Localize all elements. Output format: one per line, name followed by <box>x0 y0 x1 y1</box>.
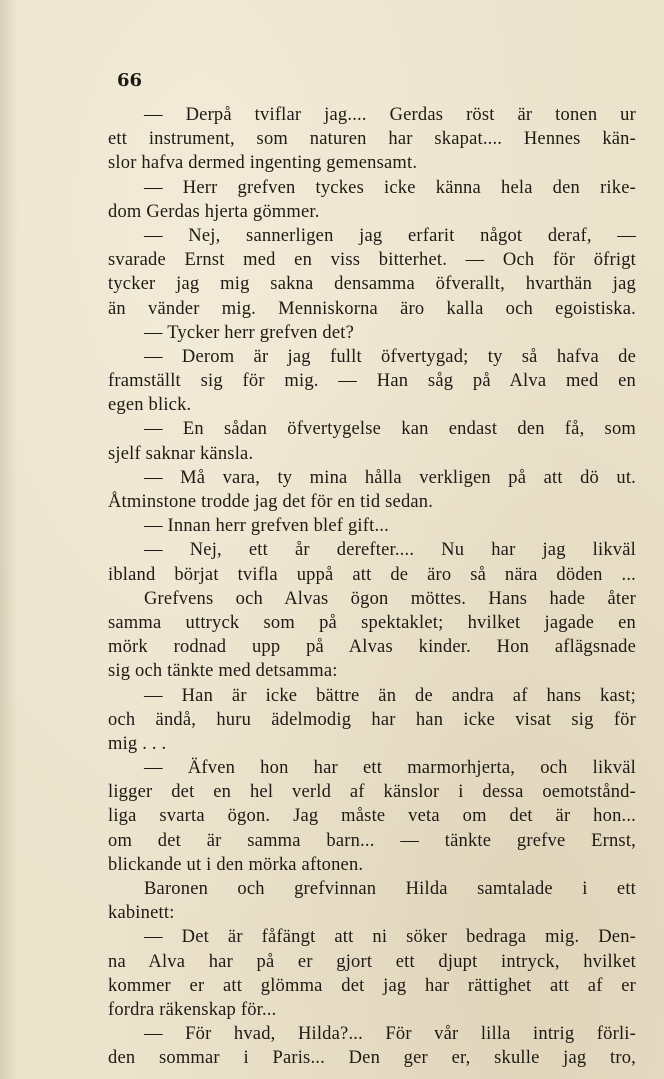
text-line <box>108 1022 636 1046</box>
text-line-content: — Herr grefven tyckes icke känna hela den rike- <box>144 177 636 198</box>
text-line <box>108 563 636 587</box>
text-line <box>108 998 636 1022</box>
text-line-content: — En sådan öfvertygelse kan endast den få, som <box>144 419 636 440</box>
text-line-content: kabinett: <box>108 903 175 924</box>
text-line <box>108 587 636 611</box>
text-line-content: na Alva har på er gjort ett djupt intryck, hvilket <box>108 951 636 972</box>
text-line <box>108 514 636 538</box>
text-line <box>108 272 636 296</box>
text-line <box>108 901 636 925</box>
text-line-content: mörk rodnad upp på Alvas kinder. Hon aflägsnade <box>108 637 636 658</box>
text-line <box>108 393 636 417</box>
text-line-content: ligger det en hel verld af känslor i dessa oemotstånd- <box>108 782 636 803</box>
text-line-content: fordra räkenskap för... <box>108 999 277 1020</box>
text-line <box>108 804 636 828</box>
text-line <box>108 974 636 998</box>
text-line-content: om det är samma barn... — tänkte grefve Ernst, <box>108 830 636 851</box>
text-line-content: samma uttryck som på spektaklet; hvilket jagade en <box>108 612 636 633</box>
text-line <box>108 345 636 369</box>
text-line <box>108 1046 636 1070</box>
text-line-content: liga svarta ögon. Jag måste veta om det är hon... <box>108 806 636 827</box>
text-line <box>108 442 636 466</box>
text-line-content: sig och tänkte med detsamma: <box>108 661 338 682</box>
text-line <box>108 877 636 901</box>
text-line <box>108 853 636 877</box>
text-line-content: dom Gerdas hjerta gömmer. <box>108 201 320 222</box>
text-line <box>108 127 636 151</box>
text-line-content: tycker jag mig sakna densamma öfverallt, hvarthän jag <box>108 274 636 295</box>
text-line-content: — Innan herr grefven blef gift... <box>144 516 389 537</box>
text-line <box>108 659 636 683</box>
text-line-content: blickande ut i den mörka aftonen. <box>108 854 364 875</box>
text-line <box>108 321 636 345</box>
text-line <box>108 369 636 393</box>
text-line-content: kommer er att glömma det jag har rättighet att af er <box>108 975 636 996</box>
text-line-content: — Nej, ett år derefter.... Nu har jag likväl <box>144 540 636 561</box>
text-line-content: framställt sig för mig. — Han såg på Alva med en <box>108 371 636 392</box>
text-line <box>108 224 636 248</box>
text-line <box>108 925 636 949</box>
text-line <box>108 708 636 732</box>
text-line-content: — Äfven hon har ett marmorhjerta, och likväl <box>144 758 636 779</box>
text-line <box>108 756 636 780</box>
text-line <box>108 950 636 974</box>
text-line-content: — Må vara, ty mina hålla verkligen på att dö ut. <box>144 467 636 488</box>
text-line-content: — För hvad, Hilda?... För vår lilla intrig förli- <box>144 1024 636 1045</box>
page-number: 66 <box>117 70 143 91</box>
text-line <box>108 538 636 562</box>
text-line <box>108 297 636 321</box>
text-line-content: mig . . . <box>108 733 167 754</box>
text-line-content: egen blick. <box>108 395 192 416</box>
text-line <box>108 176 636 200</box>
text-line-content: slor hafva dermed ingenting gemensamt. <box>108 153 418 174</box>
text-line <box>108 829 636 853</box>
text-line <box>108 417 636 441</box>
text-line <box>108 732 636 756</box>
text-line <box>108 248 636 272</box>
text-line-content: — Nej, sannerligen jag erfarit något deraf, — <box>144 225 636 246</box>
page-gutter-shadow <box>0 0 18 1079</box>
text-line-content: Åtminstone trodde jag det för en tid sedan. <box>108 492 434 512</box>
text-line-content: sjelf saknar känsla. <box>108 443 254 464</box>
text-line-content: ibland börjat tvifla uppå att de äro så nära döden ... <box>108 564 636 585</box>
text-line <box>108 635 636 659</box>
text-line-content: än vänder mig. Menniskorna äro kalla och egoistiska. <box>108 298 636 319</box>
text-line-content: — Derpå tviflar jag.... Gerdas röst är tonen ur <box>144 105 636 125</box>
text-line <box>108 151 636 175</box>
text-line-content: svarade Ernst med en viss bitterhet. — Och för öfrigt <box>108 250 636 271</box>
text-line-content: — Han är icke bättre än de andra af hans kast; <box>144 685 636 706</box>
text-line <box>108 780 636 804</box>
text-line <box>108 200 636 224</box>
text-line-content: — Det är fåfängt att ni söker bedraga mig. Den- <box>144 927 636 948</box>
text-line-content: den sommar i Paris... Den ger er, skulle jag tro, <box>108 1048 636 1069</box>
text-line-content: — Tycker herr grefven det? <box>144 322 355 343</box>
text-line-content: — Derom är jag fullt öfvertygad; ty så hafva de <box>144 346 636 367</box>
text-line <box>108 103 636 127</box>
text-line-content: ett instrument, som naturen har skapat.... Hennes kän- <box>108 129 636 150</box>
text-line-content: och ändå, huru ädelmodig har han icke visat sig för <box>108 709 636 730</box>
text-line <box>108 684 636 708</box>
text-line-content: Baronen och grefvinnan Hilda samtalade i ett <box>144 879 636 899</box>
text-line <box>108 611 636 635</box>
text-line-content: Grefvens och Alvas ögon möttes. Hans hade åter <box>144 588 636 609</box>
text-line <box>108 466 636 490</box>
body-text <box>108 103 636 1071</box>
text-line <box>108 490 636 514</box>
